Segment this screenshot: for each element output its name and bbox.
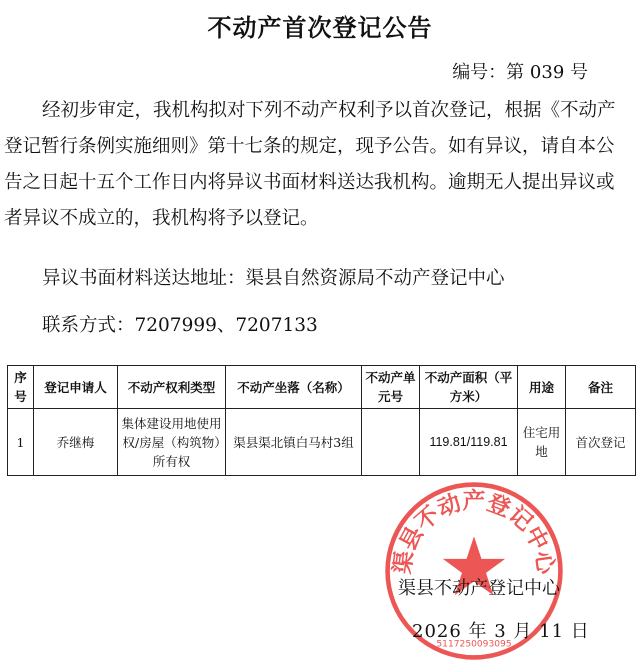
registration-table <box>7 365 636 476</box>
document-number: 编号：第 039 号 <box>452 62 588 83</box>
objection-address: 异议书面材料送达地址：渠县自然资源局不动产登记中心 <box>42 268 505 289</box>
header-area: 不动产面积（平方米） <box>420 366 518 409</box>
cell-location: 渠县渠北镇白马村3组 <box>226 409 362 476</box>
header-location: 不动产坐落（名称） <box>226 366 362 409</box>
cell-applicant: 乔继梅 <box>34 409 118 476</box>
cell-index: 1 <box>8 409 34 476</box>
table-row <box>8 409 636 476</box>
seal-serial: 5117250093095 <box>436 639 512 650</box>
header-right-type: 不动产权利类型 <box>118 366 226 409</box>
seal-arc-text: 渠县不动产登记中心 <box>389 488 559 576</box>
header-usage: 用途 <box>518 366 566 409</box>
notice-body: 经初步审定，我机构拟对下列不动产权利予以首次登记，根据《不动产登记暂行条例实施细则》第十七条的规定，现予公告。如有异议，请自本公告之日起十五个工作日内将异议书面材料送达我机构。逾期无人提出异议或者异议不成立的，我机构将予以登记。 <box>4 100 616 229</box>
signing-organization: 渠县不动产登记中心 <box>398 578 560 599</box>
header-remarks: 备注 <box>566 366 636 409</box>
cell-remarks: 首次登记 <box>566 409 636 476</box>
cell-area: 119.81/119.81 <box>420 409 518 476</box>
table-header-row <box>8 366 636 409</box>
contact-phones: 联系方式：7207999、7207133 <box>42 315 318 336</box>
header-unit-number: 不动产单元号 <box>362 366 420 409</box>
notice-title: 不动产首次登记公告 <box>207 13 433 42</box>
header-index: 序号 <box>8 366 34 409</box>
cell-usage: 住宅用地 <box>518 409 566 476</box>
cell-right-type: 集体建设用地使用权/房屋（构筑物）所有权 <box>118 409 226 476</box>
header-applicant: 登记申请人 <box>34 366 118 409</box>
cell-unit-number <box>362 409 420 476</box>
signing-date: 2026 年 3 月 11 日 <box>412 621 590 642</box>
